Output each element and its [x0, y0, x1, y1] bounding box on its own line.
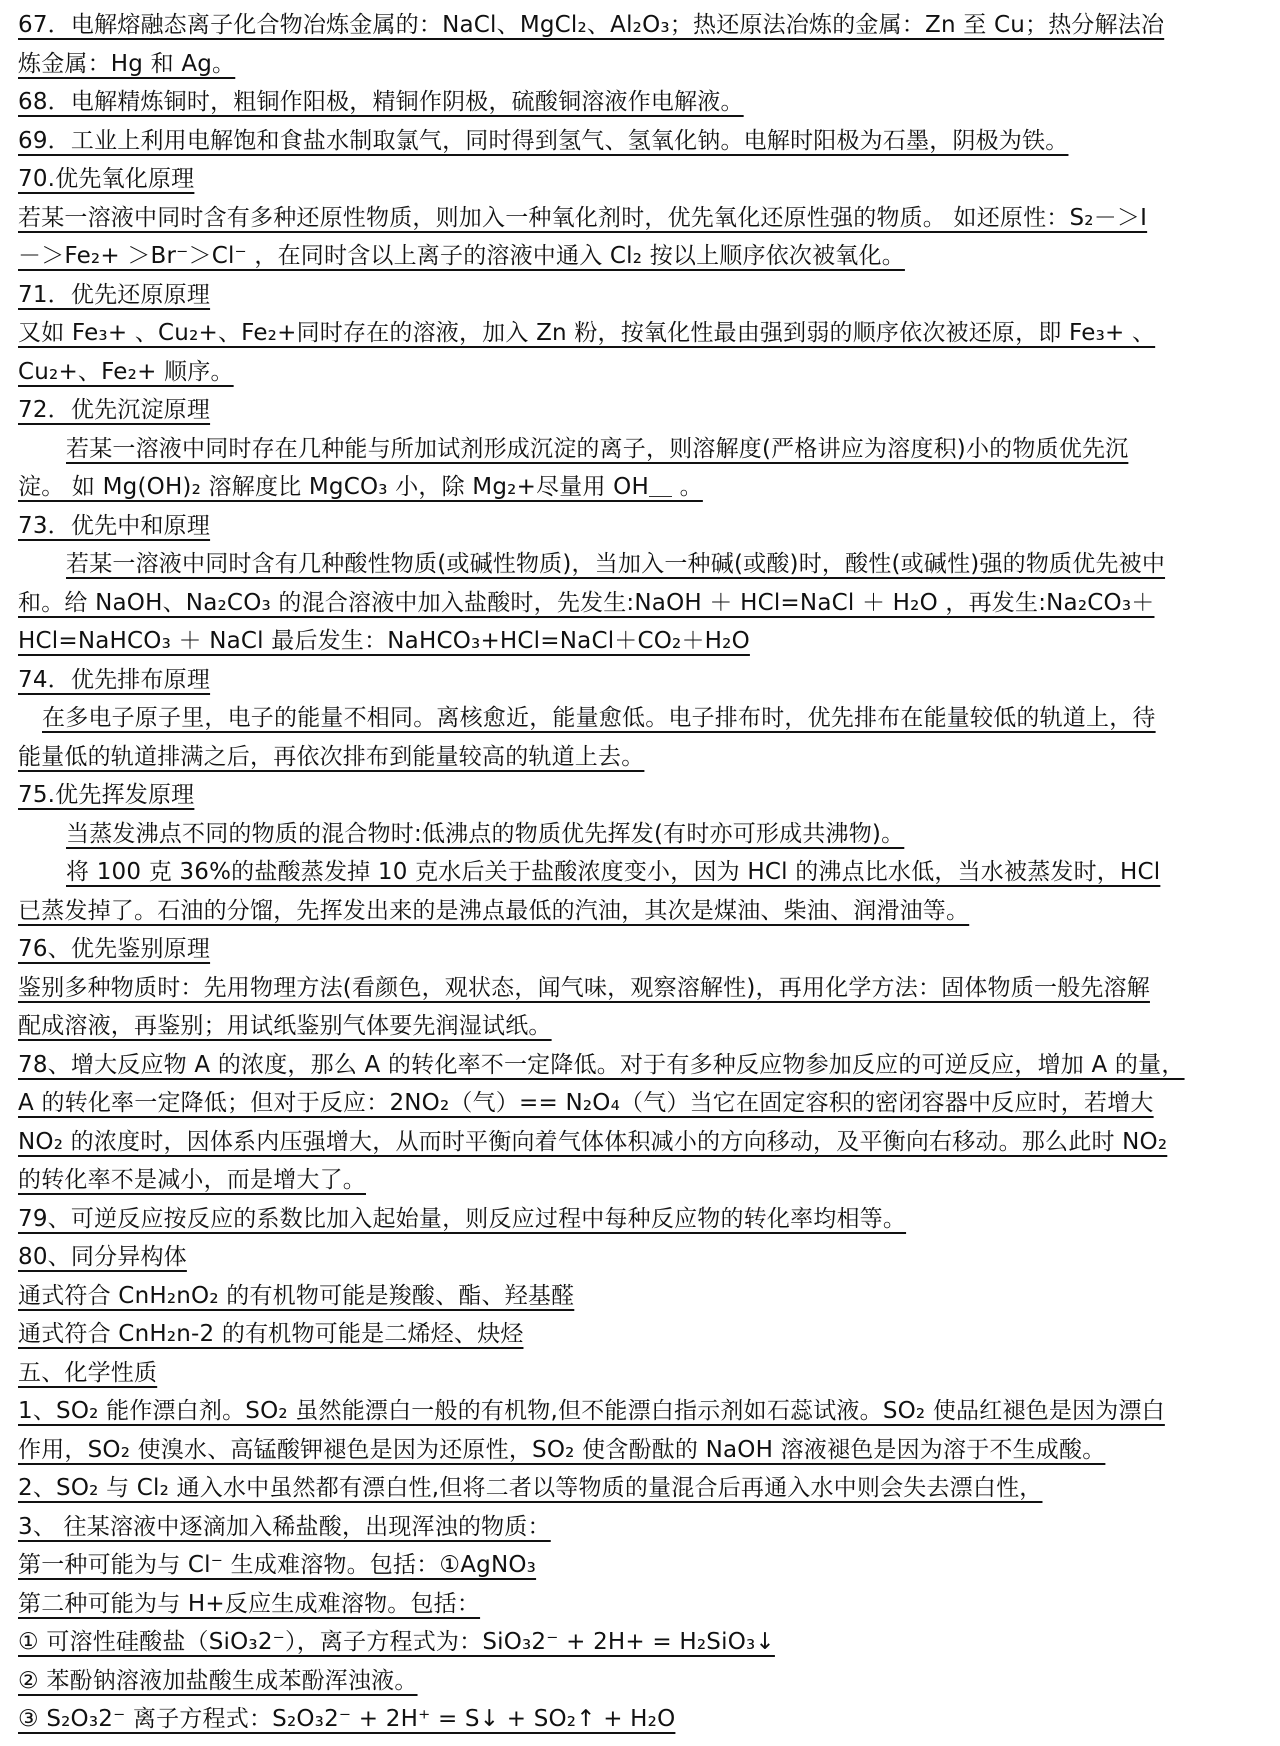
text-line [18, 507, 1260, 546]
text-line-content: 作用，SO₂ 使溴水、高锰酸钾褪色是因为还原性，SO₂ 使含酚酞的 NaOH 溶液褪色是因为溶于不生成酸。 [18, 1436, 1106, 1463]
text-line [18, 1238, 1260, 1277]
text-line [18, 1046, 1260, 1085]
text-line-content: 若某一溶液中同时含有几种酸性物质(或碱性物质)，当加入一种碱(或酸)时，酸性(或碱性)强的物质优先被中 [66, 551, 1166, 577]
text-line-content: 71．优先还原原理 [18, 281, 211, 308]
text-line [18, 1354, 1260, 1393]
text-line-content: 的转化率不是减小，而是增大了。 [18, 1167, 366, 1193]
text-line-content: 第一种可能为与 Cl⁻ 生成难溶物。包括：①AgNO₃ [18, 1552, 537, 1578]
text-line-content: 五、化学性质 [18, 1359, 158, 1386]
text-line [18, 1585, 1260, 1624]
text-line-content: 配成溶液，再鉴别；用试纸鉴别气体要先润湿试纸。 [18, 1013, 552, 1039]
text-line [18, 969, 1260, 1008]
text-line-content: 2、SO₂ 与 Cl₂ 通入水中虽然都有漂白性,但将二者以等物质的量混合后再通入水中则会失去漂白性， [18, 1475, 1043, 1501]
text-line [18, 699, 1260, 738]
text-line-content: 通式符合 CnH₂nO₂ 的有机物可能是羧酸、酯、羟基醛 [18, 1282, 575, 1309]
text-line [18, 1392, 1260, 1431]
text-line-content: 若某一溶液中同时含有多种还原性物质，则加入一种氧化剂时，优先氧化还原性强的物质。 如还原性：S₂－＞I [18, 204, 1148, 231]
text-line-content: 73．优先中和原理 [18, 512, 211, 539]
text-line [18, 1700, 1260, 1739]
text-line [18, 661, 1260, 700]
text-line-content: NO₂ 的浓度时，因体系内压强增大，从而时平衡向着气体体积减小的方向移动，及平衡向右移动。那么此时 NO₂ [18, 1128, 1168, 1155]
text-line [18, 930, 1260, 969]
text-line [18, 160, 1260, 199]
text-line [18, 1084, 1260, 1123]
text-line [18, 1662, 1260, 1701]
text-line [18, 1315, 1260, 1354]
text-line-content: ③ S₂O₃2⁻ 离子方程式：S₂O₃2⁻ + 2H⁺ = S↓ + SO₂↑ + H₂O [18, 1706, 676, 1732]
text-line [18, 545, 1260, 584]
text-line-content: 72．优先沉淀原理 [18, 397, 211, 423]
text-line [18, 1200, 1260, 1239]
text-line [18, 738, 1260, 777]
text-line-content: 当蒸发沸点不同的物质的混合物时:低沸点的物质优先挥发(有时亦可形成共沸物)。 [66, 820, 905, 847]
text-line-content: 74．优先排布原理 [18, 666, 211, 693]
text-line-content: 通式符合 CnH₂n-2 的有机物可能是二烯烃、炔烃 [18, 1321, 524, 1347]
text-line-content: 第二种可能为与 H+反应生成难溶物。包括： [18, 1590, 481, 1617]
text-line [18, 122, 1260, 161]
text-line [18, 1546, 1260, 1585]
text-line [18, 1161, 1260, 1200]
text-line-content: 又如 Fe₃+ 、Cu₂+、Fe₂+同时存在的溶液，加入 Zn 粉，按氧化性最由强到弱的顺序依次被还原，即 Fe₃+ 、 [18, 320, 1156, 346]
text-line-content: 80、同分异构体 [18, 1244, 187, 1270]
text-line [18, 468, 1260, 507]
text-line [18, 430, 1260, 469]
text-line [18, 391, 1260, 430]
text-line-content: 鉴别多种物质时：先用物理方法(看颜色，观状态，闻气味，观察溶解性)，再用化学方法：固体物质一般先溶解 [18, 974, 1150, 1001]
text-line [18, 1431, 1260, 1470]
text-line-content: 70.优先氧化原理 [18, 166, 195, 192]
text-line-content: 68．电解精炼铜时，粗铜作阳极，精铜作阴极，硫酸铜溶液作电解液。 [18, 89, 744, 115]
text-line-content: 69．工业上利用电解饱和食盐水制取氯气，同时得到氢气、氢氧化钠。电解时阳极为石墨，阴极为铁。 [18, 127, 1069, 154]
text-line-content: 67．电解熔融态离子化合物冶炼金属的：NaCl、MgCl₂、Al₂O₃；热还原法冶炼的金属：Zn 至 Cu；热分解法冶 [18, 12, 1165, 38]
text-line-content: Cu₂+、Fe₂+ 顺序。 [18, 358, 234, 385]
text-line-content: 1、SO₂ 能作漂白剂。SO₂ 虽然能漂白一般的有机物,但不能漂白指示剂如石蕊试液。SO₂ 使品红褪色是因为漂白 [18, 1398, 1165, 1424]
text-line [18, 353, 1260, 392]
text-line-content: 79、可逆反应按反应的系数比加入起始量，则反应过程中每种反应物的转化率均相等。 [18, 1205, 907, 1232]
text-line-content: 已蒸发掉了。石油的分馏，先挥发出来的是沸点最低的汽油，其次是煤油、柴油、润滑油等。 [18, 897, 970, 924]
text-line-content: 76、优先鉴别原理 [18, 936, 211, 962]
text-line [18, 237, 1260, 276]
text-line [18, 314, 1260, 353]
text-line-content: 和。给 NaOH、Na₂CO₃ 的混合溶液中加入盐酸时，先发生:NaOH ＋ HCl=NaCl ＋ H₂O ，再发生:Na₂CO₃＋ [18, 589, 1155, 616]
text-line [18, 1007, 1260, 1046]
text-line-content: 淀。 如 Mg(OH)₂ 溶解度比 MgCO₃ 小，除 Mg₂+尽量用 OH＿ 。 [18, 474, 703, 500]
text-line [18, 892, 1260, 931]
text-line [18, 276, 1260, 315]
text-line [18, 1123, 1260, 1162]
text-line-content: ② 苯酚钠溶液加盐酸生成苯酚浑浊液。 [18, 1667, 418, 1694]
text-line-content: －＞Fe₂+ ＞Br⁻＞Cl⁻ ，在同时含以上离子的溶液中通入 Cl₂ 按以上顺序依次被氧化。 [18, 243, 905, 269]
text-line-content: 能量低的轨道排满之后，再依次排布到能量较高的轨道上去。 [18, 743, 645, 770]
text-line [18, 6, 1260, 45]
text-line-content: 在多电子原子里，电子的能量不相同。离核愈近，能量愈低。电子排布时，优先排布在能量较低的轨道上，待 [42, 705, 1156, 731]
text-line [18, 776, 1260, 815]
text-line-content: 75.优先挥发原理 [18, 782, 195, 808]
text-line-content: 炼金属：Hg 和 Ag。 [18, 50, 236, 77]
text-line [18, 83, 1260, 122]
text-line-content: 3、 往某溶液中逐滴加入稀盐酸，出现浑浊的物质： [18, 1513, 551, 1540]
text-line [18, 45, 1260, 84]
text-line-content: 78、增大反应物 A 的浓度，那么 A 的转化率不一定降低。对于有多种反应物参加反应的可逆反应，增加 A 的量， [18, 1051, 1185, 1078]
text-line [18, 1277, 1260, 1316]
text-line-content: 若某一溶液中同时存在几种能与所加试剂形成沉淀的离子，则溶解度(严格讲应为溶度积)小的物质优先沉 [66, 435, 1129, 462]
text-line [18, 622, 1260, 661]
text-line [18, 1508, 1260, 1547]
text-line-content: A 的转化率一定降低；但对于反应：2NO₂（气）== N₂O₄（气）当它在固定容积的密闭容器中反应时，若增大 [18, 1090, 1154, 1116]
text-line [18, 815, 1260, 854]
text-line [18, 199, 1260, 238]
text-line [18, 584, 1260, 623]
text-line-content: 将 100 克 36%的盐酸蒸发掉 10 克水后关于盐酸浓度变小，因为 HCl 的沸点比水低，当水被蒸发时，HCl [66, 859, 1161, 885]
text-line-content: HCl=NaHCO₃ ＋ NaCl 最后发生：NaHCO₃+HCl=NaCl＋CO₂＋H₂O [18, 628, 750, 654]
text-line [18, 853, 1260, 892]
text-line [18, 1469, 1260, 1508]
text-line-content: ① 可溶性硅酸盐（SiO₃2⁻），离子方程式为：SiO₃2⁻ + 2H+ = H₂SiO₃↓ [18, 1629, 775, 1655]
text-line [18, 1623, 1260, 1662]
